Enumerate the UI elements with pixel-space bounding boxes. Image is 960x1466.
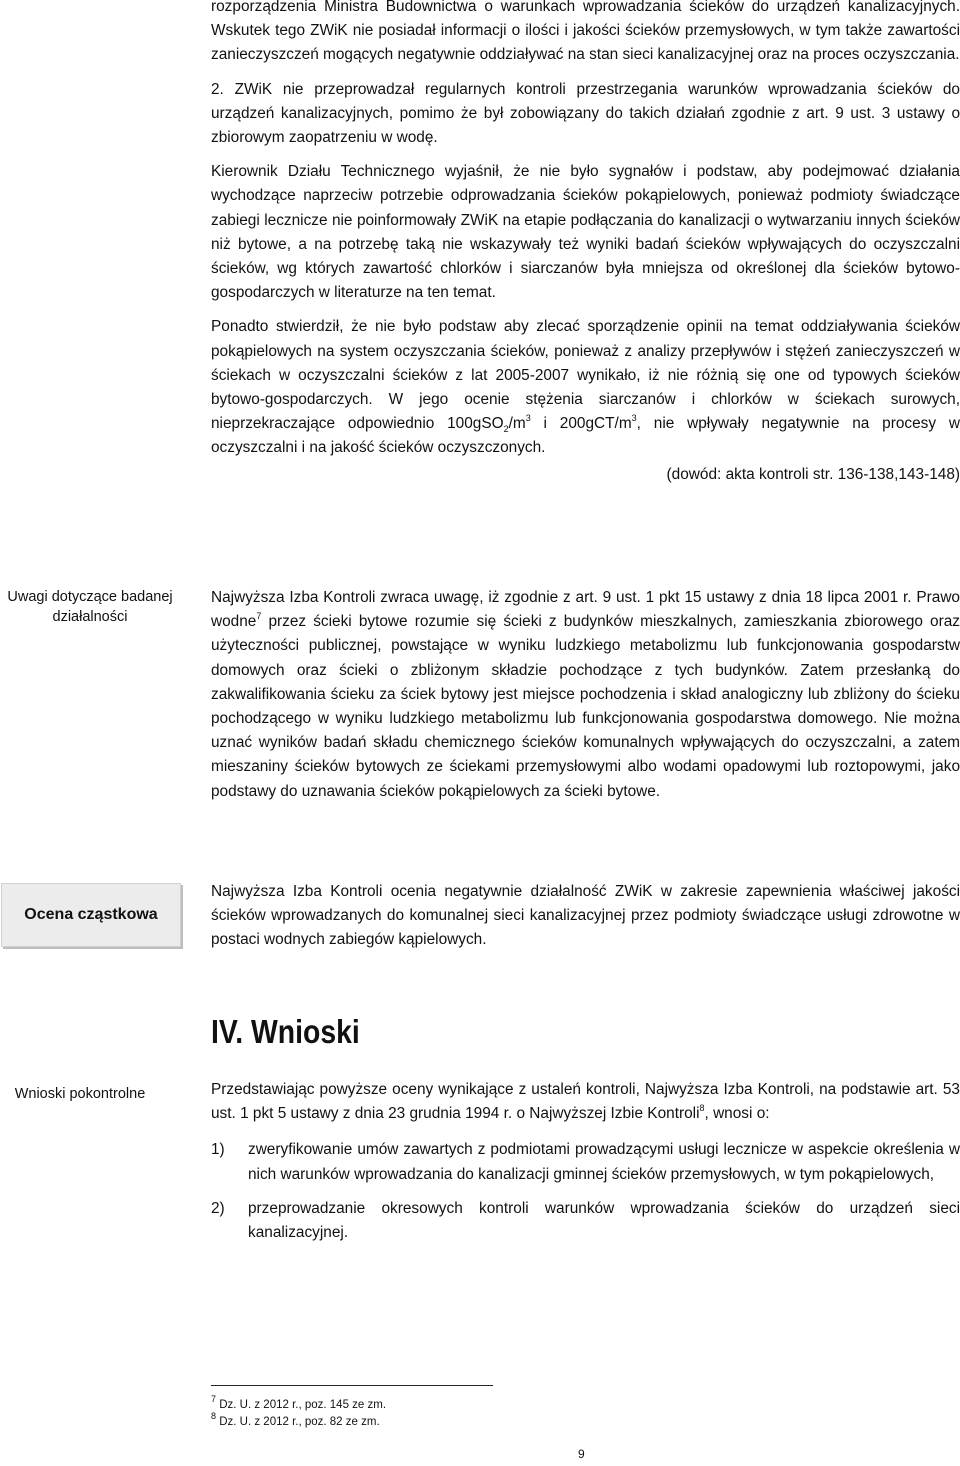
paragraph-point-2: 2. ZWiK nie przeprowadzał regularnych kontroli przestrzegania warunków wprowadzania ścieków do urządzeń kanalizacyjnych, pomimo że był zobowiązany do takich działań zgodnie z art. 9 ust. 3 ustawy o zbiorowym zaopatrzeniu w wodę. — [211, 80, 960, 147]
list-item-text: przeprowadzanie okresowych kontroli warunków wprowadzania ścieków do urządzeń sieci kanalizacyjnej. — [248, 1199, 960, 1242]
ocena-paragraph: Najwyższa Izba Kontroli ocenia negatywnie działalność ZWiK w zakresie zapewnienia właściwej jakości ścieków wprowadzanych do komunalnej sieci kanalizacyjnej przez podmioty świadczące usługi zdrowotne w postaci wodnych zabiegów kąpielowych. — [211, 883, 960, 949]
uwagi-paragraph: Najwyższa Izba Kontroli zwraca uwagę, iż zgodnie z art. 9 ust. 1 pkt 15 ustawy z dnia 18 lipca 2001 r. Prawo wodne$^7$ przez ścieki bytowe rozumie się ścieki z budynków mieszkalnych, zamieszkania zbiorowego oraz użyteczności publicznej, powstające w wyniku ludzkiego metabolizmu lub funkcjonowania gospodarstw domowych oraz ścieki o zbliżonym składzie pochodzące z tych budynków. Zatem przesłanką do zakwalifikowania ścieku za ściek bytowy jest miejsce pochodzenia i skład analogiczny lub zbliżony do ścieku pochodzącego w wyniku ludzkiego metabolizmu lub funkcjonowania gospodarstwa domowego. Nie można uznać wyników badań składu chemicznego ścieków komunalnych wpływających do oczyszczalni, a zatem mieszaniny ścieków bytowych ze ściekami przemysłowymi albo wodami opadowymi lub roztopowymi, jako podstawy do uznawania ścieków pokąpielowych za ścieki bytowe. — [211, 589, 960, 800]
evidence-reference: (dowód: akta kontroli str. 136-138,143-148) — [666, 465, 960, 483]
footnotes — [211, 1394, 387, 1431]
footnote: $^8$ Dz. U. z 2012 r., poz. 82 ze zm. — [211, 1411, 380, 1428]
wnioski-section — [211, 1078, 960, 1245]
ocena-label-box: Ocena cząstkowa — [1, 883, 181, 947]
list-item-text: zweryfikowanie umów zawartych z podmiotami prowadzącymi usługi lecznicze w aspekcie określenia w nich warunków wprowadzania do kanalizacji gminnej ścieków przemysłowych, w tym pokąpielowych, — [248, 1141, 960, 1183]
list-item-number: 2) — [211, 1199, 225, 1217]
ocena-section — [211, 880, 960, 953]
footnote-divider — [211, 1385, 493, 1386]
uwagi-label: Uwagi dotyczące badanej działalności — [7, 589, 173, 625]
wnioski-intro: Przedstawiając powyższe oceny wynikające z ustaleń kontroli, Najwyższa Izba Kontroli, na podstawie art. 53 ust. 1 pkt 5 ustawy z dnia 23 grudnia 1994 r. o Najwyższej Izbie Kontroli$^8$, wnosi o: — [211, 1081, 960, 1123]
list-item — [211, 1197, 960, 1245]
intro-section — [211, 0, 960, 487]
paragraph-kierownik: Kierownik Działu Technicznego wyjaśnił, że nie było sygnałów i podstaw, aby podejmować działania wychodzące naprzeciw potrzebie odprowadzania ścieków pokąpielowych, ponieważ podmioty świadczące zabiegi lecznicze nie poinformowały ZWiK na etapie podłączania do kanalizacji o wytwarzaniu innych ścieków niż bytowe, a na potrzebę taką nie wskazywały też wyniki badań ścieków wpływających do oczyszczalni ścieków, wg których zawartość chlorków i siarczanów była mniejsza od określonej dla ścieków bytowo-gospodarczych w literaturze na ten temat. — [211, 163, 960, 302]
paragraph-ponadto: Ponadto stwierdził, że nie było podstaw aby zlecać sporządzenie opinii na temat oddziaływania ścieków pokąpielowych na system oczyszczania ścieków, ponieważ z analizy przepływów i stężeń zanieczyszczeń w ściekach w oczyszczalni ścieków z lat 2005-2007 wynikało, iż nie różnią się one od typowych ścieków bytowo-gospodarczych. W jego ocenie stężenia siarczanów i chlorków w ściekach surowych, nieprzekraczające odpowiednio $100gSO_2/m^3$ i $200gCT/m^3$, nie wpływały negatywnie na procesy w oczyszczalni i na jakość ścieków oczyszczonych. — [211, 318, 960, 457]
paragraph-continuation: rozporządzenia Ministra Budownictwa o warunkach wprowadzania ścieków do urządzeń kanalizacyjnych. Wskutek tego ZWiK nie posiadał informacji o ilości i jakości ścieków przemysłowych, w tym także zawartości zanieczyszczeń mogących negatywnie oddziaływać na stan sieci kanalizacyjnej oraz na proces oczyszczania. — [211, 0, 960, 64]
list-item-number: 1) — [211, 1141, 225, 1159]
section-heading: IV. Wnioski — [211, 1013, 360, 1050]
footnote: $^7$ Dz. U. z 2012 r., poz. 145 ze zm. — [211, 1394, 387, 1411]
list-item — [211, 1138, 960, 1186]
page-number: 9 — [578, 1447, 585, 1461]
wnioski-label: Wnioski pokontrolne — [14, 1086, 146, 1102]
uwagi-section — [211, 586, 960, 804]
